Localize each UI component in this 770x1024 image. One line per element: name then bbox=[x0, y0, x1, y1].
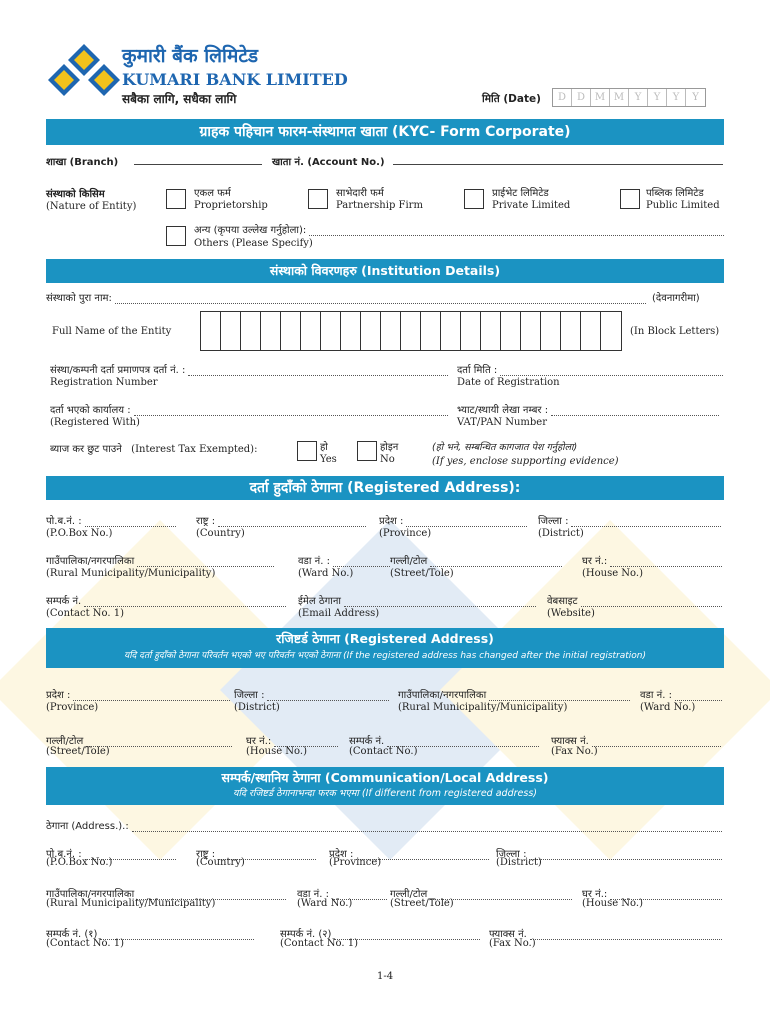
proprietorship-label-np: एकल फर्म bbox=[194, 188, 231, 199]
reg-muni-en: (Rural Municipality/Municipality) bbox=[46, 568, 216, 579]
reg-muni-field[interactable]: गाउँपालिका/नगरपालिका bbox=[46, 553, 274, 567]
proprietorship-label-en: Proprietorship bbox=[194, 200, 268, 211]
reg-district-en: (District) bbox=[538, 528, 584, 539]
reg-country-field[interactable]: राष्ट्र : bbox=[196, 513, 366, 527]
comm-street-field[interactable]: गल्ली/टोल bbox=[390, 886, 572, 900]
comm-district-field[interactable]: जिल्ला : bbox=[496, 846, 722, 860]
registered-address-banner: दर्ता हुदाँको ठेगाना (Registered Address): bbox=[46, 476, 724, 500]
reg-street-field[interactable]: गल्ली/टोल bbox=[390, 553, 562, 567]
comm-muni-en: (Rural Municipality/Municipality) bbox=[46, 898, 216, 909]
reg-with-field[interactable]: दर्ता भएको कार्यालय : bbox=[50, 402, 448, 416]
comm-house-field[interactable]: घर नं.: bbox=[582, 886, 722, 900]
reg-house-en: (House No.) bbox=[582, 568, 643, 579]
reg-ward-en: (Ward No.) bbox=[298, 568, 354, 579]
full-name-en-label: Full Name of the Entity bbox=[52, 326, 172, 337]
form-title-banner bbox=[46, 119, 724, 145]
reg-po-en: (P.O.Box No.) bbox=[46, 528, 113, 539]
chg-district-field[interactable]: जिल्ला : bbox=[234, 687, 389, 701]
yes-en: Yes bbox=[320, 454, 337, 465]
chg-fax-en: (Fax No.) bbox=[551, 746, 598, 757]
comm-fax-en: (Fax No.) bbox=[489, 938, 536, 949]
chg-house-field[interactable]: घर नं.: bbox=[246, 733, 338, 747]
comm-ward-field[interactable]: वडा नं. : bbox=[297, 886, 387, 900]
tax-yes-checkbox[interactable] bbox=[297, 441, 317, 461]
tax-no-checkbox[interactable] bbox=[357, 441, 377, 461]
evidence-np: (हो भने, सम्बन्धित कागजात पेश गर्नुहोला) bbox=[432, 442, 578, 453]
reg-email-field[interactable]: ईमेल ठेगाना bbox=[298, 593, 536, 607]
devanagari-note: (देवनागरीमा) bbox=[652, 293, 700, 304]
comm-ward-en: (Ward No.) bbox=[297, 898, 353, 909]
full-name-block-grid[interactable] bbox=[200, 311, 622, 351]
bank-name-np: कुमारी बैंक लिमिटेड bbox=[122, 45, 259, 67]
chg-house-en: (House No.) bbox=[246, 746, 307, 757]
chg-contact-en: (Contact No.) bbox=[349, 746, 418, 757]
chg-street-field[interactable]: गल्ली/टोल bbox=[46, 733, 232, 747]
public-limited-label-en: Public Limited bbox=[646, 200, 720, 211]
entity-label-en: (Nature of Entity) bbox=[46, 201, 137, 212]
reg-province-en: (Province) bbox=[379, 528, 432, 539]
account-label: खाता नं. (Account No.) bbox=[272, 157, 385, 168]
reg-no-field[interactable]: संस्था/कम्पनी दर्ता प्रमाणपत्र दर्ता नं. : bbox=[50, 362, 448, 376]
branch-input[interactable] bbox=[134, 164, 262, 165]
reg-ward-field[interactable]: वडा नं. : bbox=[298, 553, 390, 567]
tax-label: ब्याज कर छुट पाउने (Interest Tax Exempted): bbox=[50, 444, 258, 455]
bank-tagline: सबैका लागि, सधैका लागि bbox=[122, 92, 237, 106]
private-limited-checkbox[interactable] bbox=[464, 189, 484, 209]
vat-en: VAT/PAN Number bbox=[457, 417, 547, 428]
private-limited-label-en: Private Limited bbox=[492, 200, 571, 211]
page-number: 1-4 bbox=[377, 971, 394, 982]
comm-country-en: (Country) bbox=[196, 857, 245, 868]
changed-address-banner: रजिष्टर्ड ठेगाना (Registered Address) यदि दर्ता हुदाँको ठेगाना परिवर्तन भएको भए परिवर्तन भएको ठेगाना (If the registered address has changed after the initial registration) bbox=[46, 628, 724, 668]
others-label-en: Others (Please Specify) bbox=[194, 238, 313, 249]
reg-date-en: Date of Registration bbox=[457, 377, 560, 388]
comm-contact2-en: (Contact No. 1) bbox=[280, 938, 359, 949]
partnership-label-np: साभेदारी फर्म bbox=[336, 188, 384, 199]
no-np: होइन bbox=[380, 442, 399, 453]
date-label: मिति (Date) bbox=[482, 93, 541, 105]
reg-contact-en: (Contact No. 1) bbox=[46, 608, 125, 619]
reg-web-field[interactable]: वेबसाइट bbox=[547, 593, 722, 607]
institution-banner: संस्थाको विवरणहरु (Institution Details) bbox=[46, 259, 724, 283]
comm-contact1-field[interactable]: सम्पर्क नं. (१) bbox=[46, 926, 254, 940]
comm-address-field[interactable]: ठेगाना (Address.).: bbox=[46, 818, 722, 832]
reg-with-en: (Registered With) bbox=[50, 417, 140, 428]
chg-ward-en: (Ward No.) bbox=[640, 702, 696, 713]
reg-house-field[interactable]: घर नं.: bbox=[582, 553, 722, 567]
communication-banner: सम्पर्क/स्थानिय ठेगाना (Communication/Local Address) यदि रजिष्टर्ड ठेगानाभन्दा फरक भएमा (If different from registered address) bbox=[46, 767, 724, 805]
chg-muni-en: (Rural Municipality/Municipality) bbox=[398, 702, 568, 713]
chg-province-en: (Province) bbox=[46, 702, 99, 713]
reg-po-field[interactable]: पो.ब.नं. : bbox=[46, 513, 176, 527]
chg-street-en: (Street/Tole) bbox=[46, 746, 110, 757]
branch-label: शाखा (Branch) bbox=[46, 157, 119, 168]
reg-street-en: (Street/Tole) bbox=[390, 568, 454, 579]
comm-contact2-field[interactable]: सम्पर्क नं. (२) bbox=[280, 926, 480, 940]
bank-name-en: KUMARI BANK LIMITED bbox=[122, 70, 348, 89]
logo-icon bbox=[44, 40, 124, 100]
bank-logo bbox=[44, 40, 124, 100]
evidence-en: (If yes, enclose supporting evidence) bbox=[432, 456, 619, 467]
chg-contact-field[interactable]: सम्पर्क नं. bbox=[349, 733, 539, 747]
comm-street-en: (Street/Tole) bbox=[390, 898, 454, 909]
reg-province-field[interactable]: प्रदेश : bbox=[379, 513, 527, 527]
chg-fax-field[interactable]: फ्याक्स नं. bbox=[551, 733, 721, 747]
comm-province-en: (Province) bbox=[329, 857, 382, 868]
comm-country-field[interactable]: राष्ट्र : bbox=[196, 846, 316, 860]
private-limited-label-np: प्राईभेट लिमिटेड bbox=[492, 188, 549, 199]
full-name-np-field[interactable]: संस्थाको पुरा नाम: bbox=[46, 290, 646, 304]
block-letters-note: (In Block Letters) bbox=[630, 326, 720, 337]
chg-district-en: (District) bbox=[234, 702, 280, 713]
partnership-checkbox[interactable] bbox=[308, 189, 328, 209]
chg-province-field[interactable]: प्रदेश : bbox=[46, 687, 230, 701]
reg-contact-field[interactable]: सम्पर्क नं. bbox=[46, 593, 286, 607]
reg-district-field[interactable]: जिल्ला : bbox=[538, 513, 721, 527]
comm-muni-field[interactable]: गाउँपालिका/नगरपालिका bbox=[46, 886, 286, 900]
reg-country-en: (Country) bbox=[196, 528, 245, 539]
reg-web-en: (Website) bbox=[547, 608, 595, 619]
comm-po-field[interactable]: पो.ब.नं. : bbox=[46, 846, 176, 860]
vat-field[interactable]: भ्याट/स्थायी लेखा नम्बर : bbox=[457, 402, 719, 416]
partnership-label-en: Partnership Firm bbox=[336, 200, 423, 211]
others-field[interactable]: अन्य (कृपया उल्लेख गर्नुहोला): bbox=[194, 222, 724, 236]
form-title: ग्राहक पहिचान फारम-संस्थागत खाता (KYC- Form Corporate) bbox=[199, 124, 571, 140]
yes-np: हो bbox=[320, 442, 328, 453]
comm-contact1-en: (Contact No. 1) bbox=[46, 938, 125, 949]
reg-email-en: (Email Address) bbox=[298, 608, 380, 619]
reg-date-field[interactable]: दर्ता मिति : bbox=[457, 362, 723, 376]
comm-province-field[interactable]: प्रदेश : bbox=[329, 846, 489, 860]
reg-no-en: Registration Number bbox=[50, 377, 158, 388]
comm-house-en: (House No.) bbox=[582, 898, 643, 909]
comm-fax-field[interactable]: फ्याक्स नं. bbox=[489, 926, 722, 940]
public-limited-label-np: पब्लिक लिमिटेड bbox=[646, 188, 704, 199]
proprietorship-checkbox[interactable] bbox=[166, 189, 186, 209]
public-limited-checkbox[interactable] bbox=[620, 189, 640, 209]
entity-label-np: संस्थाको किसिम bbox=[46, 189, 105, 200]
no-en: No bbox=[380, 454, 395, 465]
comm-po-en: (P.O.Box No.) bbox=[46, 857, 113, 868]
others-checkbox[interactable] bbox=[166, 226, 186, 246]
comm-district-en: (District) bbox=[496, 857, 542, 868]
account-input[interactable] bbox=[393, 164, 723, 165]
chg-ward-field[interactable]: वडा नं. : bbox=[640, 687, 722, 701]
date-input[interactable]: D D M M Y Y Y Y bbox=[552, 88, 706, 107]
chg-muni-field[interactable]: गाउँपालिका/नगरपालिका bbox=[398, 687, 630, 701]
